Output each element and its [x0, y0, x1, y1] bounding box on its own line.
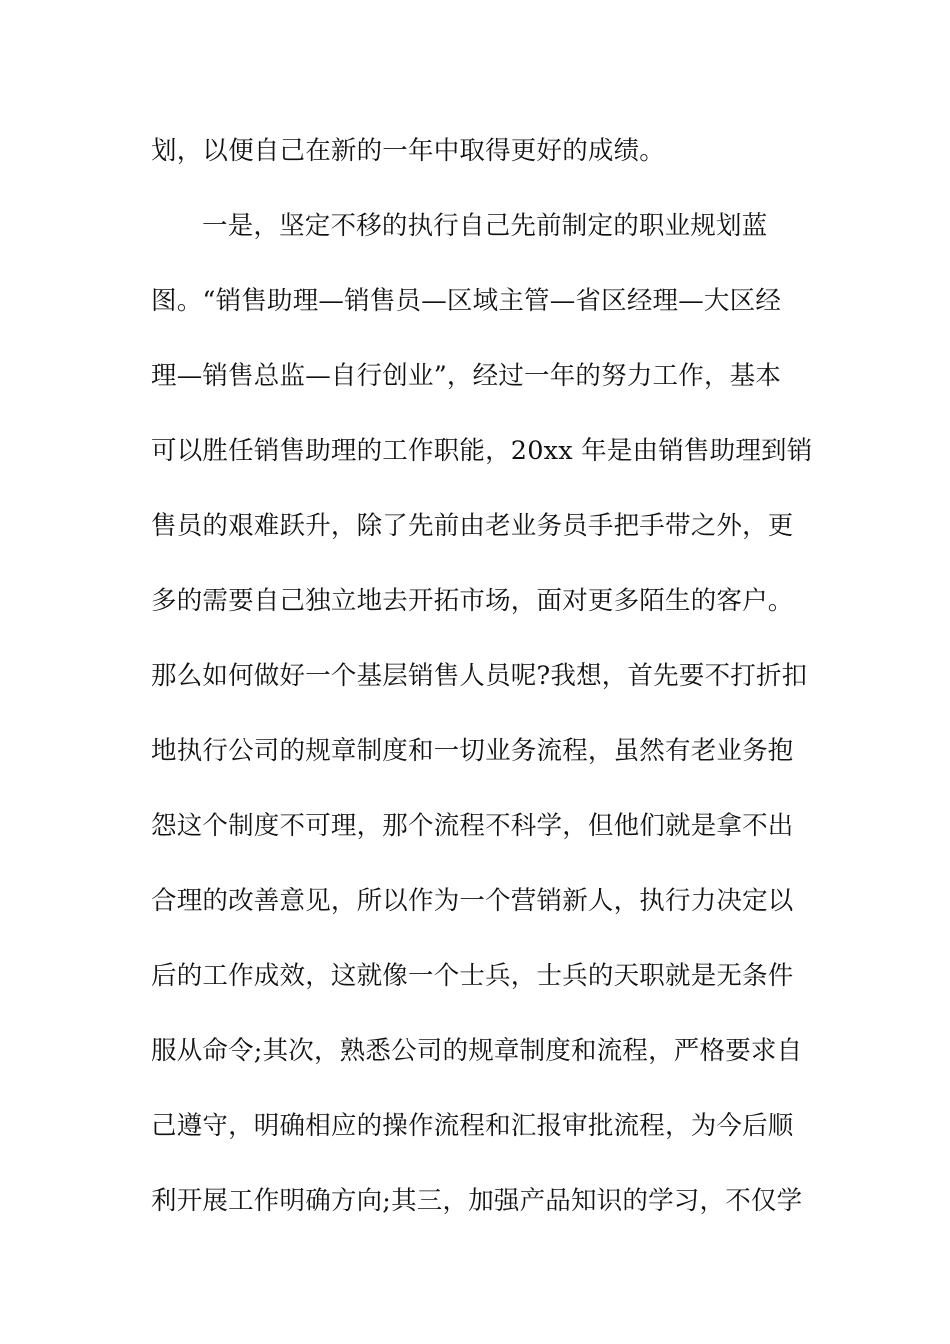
text-line: 一是，坚定不移的执行自己先前制定的职业规划蓝	[202, 211, 768, 241]
text-line: 怨这个制度不可理，那个流程不科学，但他们就是拿不出	[151, 811, 794, 841]
text-line: 理—销售总监—自行创业”，经过一年的努力工作，基本	[151, 361, 782, 391]
text-line: 多的需要自己独立地去开拓市场，面对更多陌生的客户。	[151, 586, 794, 616]
text-line: 合理的改善意见，所以作为一个营销新人，执行力决定以	[151, 886, 794, 916]
text-line: 己遵守，明确相应的操作流程和汇报审批流程，为今后顺	[151, 1111, 794, 1141]
text-line: 利开展工作明确方向;其三，加强产品知识的学习，不仅学	[151, 1186, 803, 1216]
text-line: 服从命令;其次，熟悉公司的规章制度和流程，严格要求自	[151, 1036, 803, 1066]
text-line: 可以胜任销售助理的工作职能，20xx 年是由销售助理到销	[151, 436, 813, 466]
text-line: 后的工作成效，这就像一个士兵，士兵的天职就是无条件	[151, 961, 794, 991]
text-line: 那么如何做好一个基层销售人员呢?我想，首先要不打折扣	[151, 661, 808, 691]
text-line: 图。“销售助理—销售员—区域主管—省区经理—大区经	[151, 286, 782, 316]
text-line: 划，以便自己在新的一年中取得更好的成绩。	[151, 136, 666, 166]
text-line: 售员的艰难跃升，除了先前由老业务员手把手带之外，更	[151, 511, 794, 541]
text-line: 地执行公司的规章制度和一切业务流程，虽然有老业务抱	[151, 736, 794, 766]
